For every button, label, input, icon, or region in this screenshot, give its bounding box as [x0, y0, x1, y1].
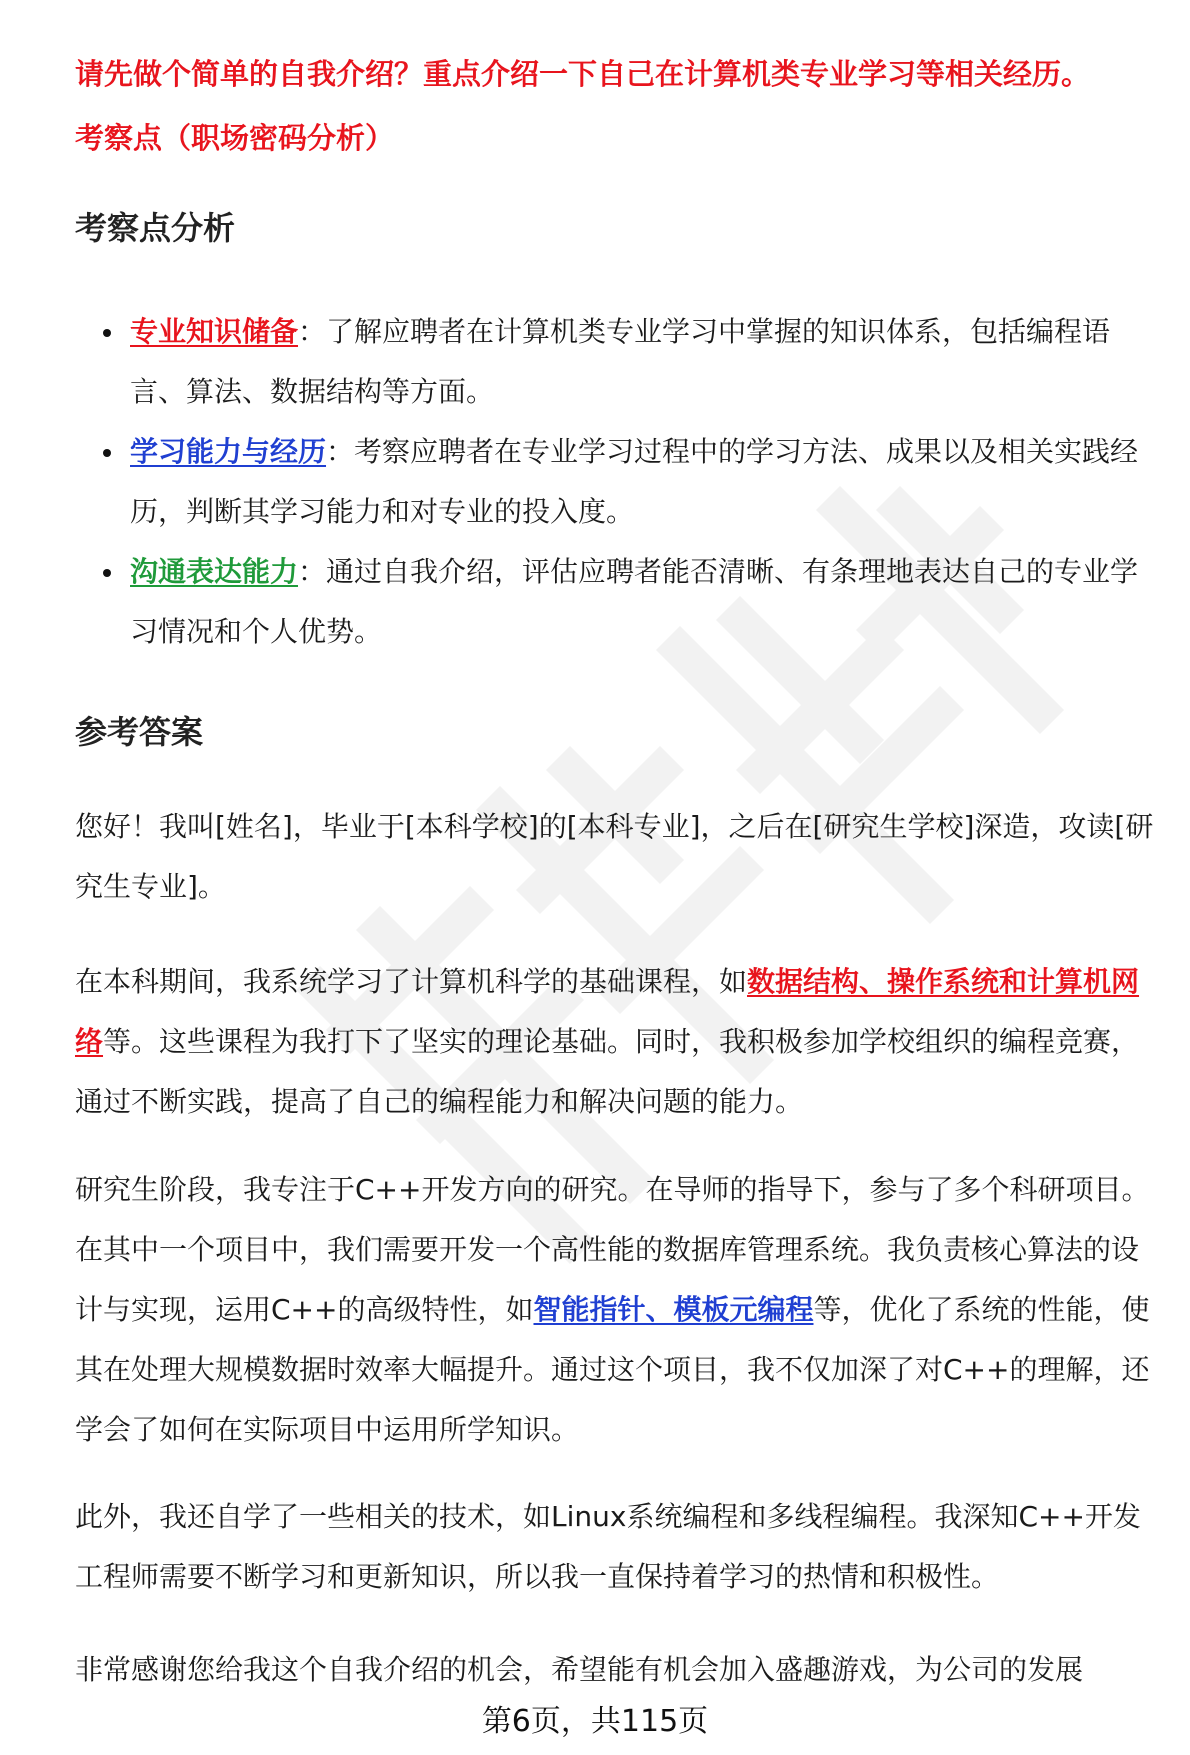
- item-text: ：考察应聘者在专业学习过程中的学习方法、成果以及相关实践经历，判断其学习能力和对专业的投入度。: [130, 435, 1139, 528]
- highlight-link[interactable]: 数据结构、操作系统和计算机网络: [75, 965, 1140, 1058]
- bullet-dot: [103, 329, 111, 337]
- term-link[interactable]: 专业知识储备: [130, 315, 299, 348]
- analysis-list: [75, 302, 1165, 662]
- highlight-link[interactable]: 智能指针、模板元编程: [533, 1293, 814, 1326]
- answer-paragraph: [75, 952, 1165, 1132]
- paragraph-text: 在本科期间，我系统学习了计算机科学的基础课程，如: [75, 965, 748, 998]
- bullet-dot: [103, 449, 111, 457]
- paragraph-text: 等。这些课程为我打下了坚实的理论基础。同时，我积极参加学校组织的编程竞赛，通过不断实践，提高了自己的编程能力和解决问题的能力。: [75, 1025, 1140, 1118]
- item-text: ：通过自我介绍，评估应聘者能否清晰、有条理地表达自己的专业学习情况和个人优势。: [130, 555, 1139, 648]
- term-link[interactable]: 沟通表达能力: [130, 555, 299, 588]
- focus-label: 考察点（职场密码分析）: [75, 121, 395, 155]
- list-item: [75, 422, 1165, 542]
- question-title: 请先做个简单的自我介绍？重点介绍一下自己在计算机类专业学习等相关经历。: [75, 57, 1091, 91]
- paragraph-text: 研究生阶段，我专注于C++开发方向的研究。在导师的指导下，参与了多个科研项目。在其中一个项目中，我们需要开发一个高性能的数据库管理系统。我负责核心算法的设计与实现，运用C++的高级特性，如: [75, 1173, 1150, 1326]
- page-number: 第6页，共115页: [481, 1704, 709, 1739]
- term-link[interactable]: 学习能力与经历: [130, 435, 327, 468]
- list-item: [75, 542, 1165, 662]
- answer-paragraph: 非常感谢您给我这个自我介绍的机会，希望能有机会加入盛趣游戏，为公司的发展: [75, 1653, 1084, 1686]
- bullet-dot: [103, 569, 111, 577]
- item-text: ：了解应聘者在计算机类专业学习中掌握的知识体系，包括编程语言、算法、数据结构等方面。: [130, 315, 1111, 408]
- list-item: [75, 302, 1165, 422]
- answer-paragraph: 此外，我还自学了一些相关的技术，如Linux系统编程和多线程编程。我深知C++开发工程师需要不断学习和更新知识，所以我一直保持着学习的热情和积极性。: [75, 1500, 1141, 1593]
- analysis-heading: 考察点分析: [75, 209, 236, 247]
- answer-paragraph: 您好！我叫[姓名]，毕业于[本科学校]的[本科专业]，之后在[研究生学校]深造，攻读[研究生专业]。: [75, 810, 1154, 903]
- paragraph-text: 等，优化了系统的性能，使其在处理大规模数据时效率大幅提升。通过这个项目，我不仅加深了对C++的理解，还学会了如何在实际项目中运用所学知识。: [75, 1293, 1150, 1446]
- answer-paragraph: [75, 1160, 1165, 1460]
- answer-heading: 参考答案: [75, 713, 204, 751]
